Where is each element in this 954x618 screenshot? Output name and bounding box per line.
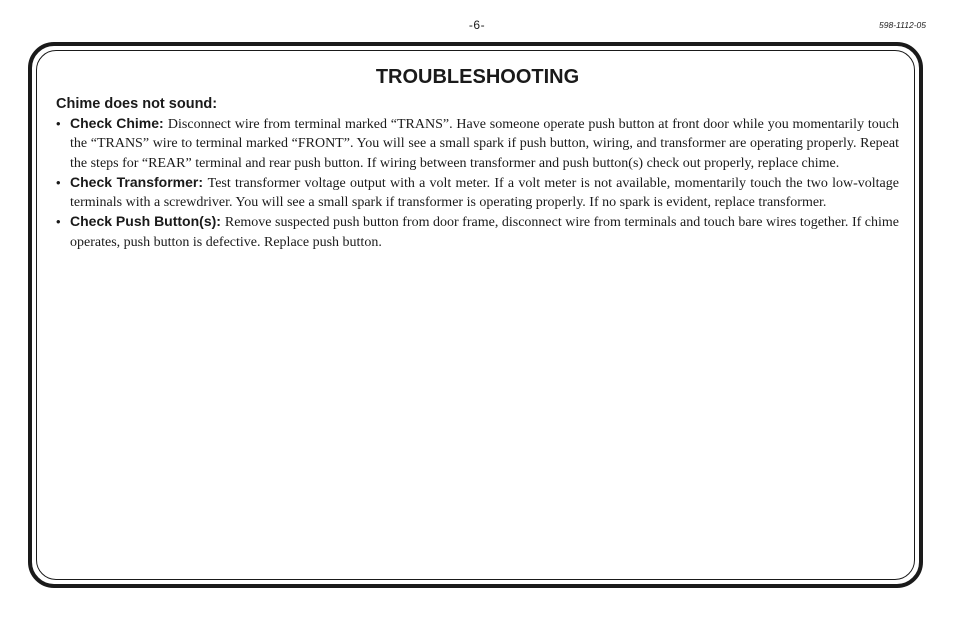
page-number: -6- [468,18,486,32]
section-heading: Chime does not sound: [56,96,218,112]
document-code: 598-1112-05 [879,20,926,30]
troubleshooting-list [56,114,899,252]
list-item-check-transformer [56,173,899,213]
item-lead: Check Push Button(s): [70,213,225,230]
list-item-check-chime [56,114,899,173]
bullet-icon: • [56,214,61,230]
bullet-icon: • [56,174,61,190]
item-lead: Check Chime: [70,115,168,131]
page-title: TROUBLESHOOTING [375,66,580,88]
item-text: Remove suspected push button from door frame, disconnect wire from terminals and touch bare wires together. If chime operates, push button is defective. Replace push button. [70,215,900,250]
item-text: Disconnect wire from terminal marked “TRANS”. Have someone operate push button at front door while you momentarily touch the “TRANS” wire to terminal marked “FRONT”. You will see a small spark if push button, wiring, and transformer are operating properly. Repeat the steps for “REAR” terminal and rear push button. If wiring between transformer and push button(s) check out properly, replace chime. [70,117,899,171]
item-text: Test transformer voltage output with a volt meter. If a volt meter is not available, momentarily touch the two low-voltage terminals with a screwdriver. You will see a small spark if transformer is operating properly. If no spark is evident, replace transformer. [70,175,899,211]
bullet-icon: • [56,116,61,131]
item-lead: Check Transformer: [70,173,208,190]
troubleshooting-content [56,64,899,252]
list-item-check-push-buttons [56,212,899,252]
